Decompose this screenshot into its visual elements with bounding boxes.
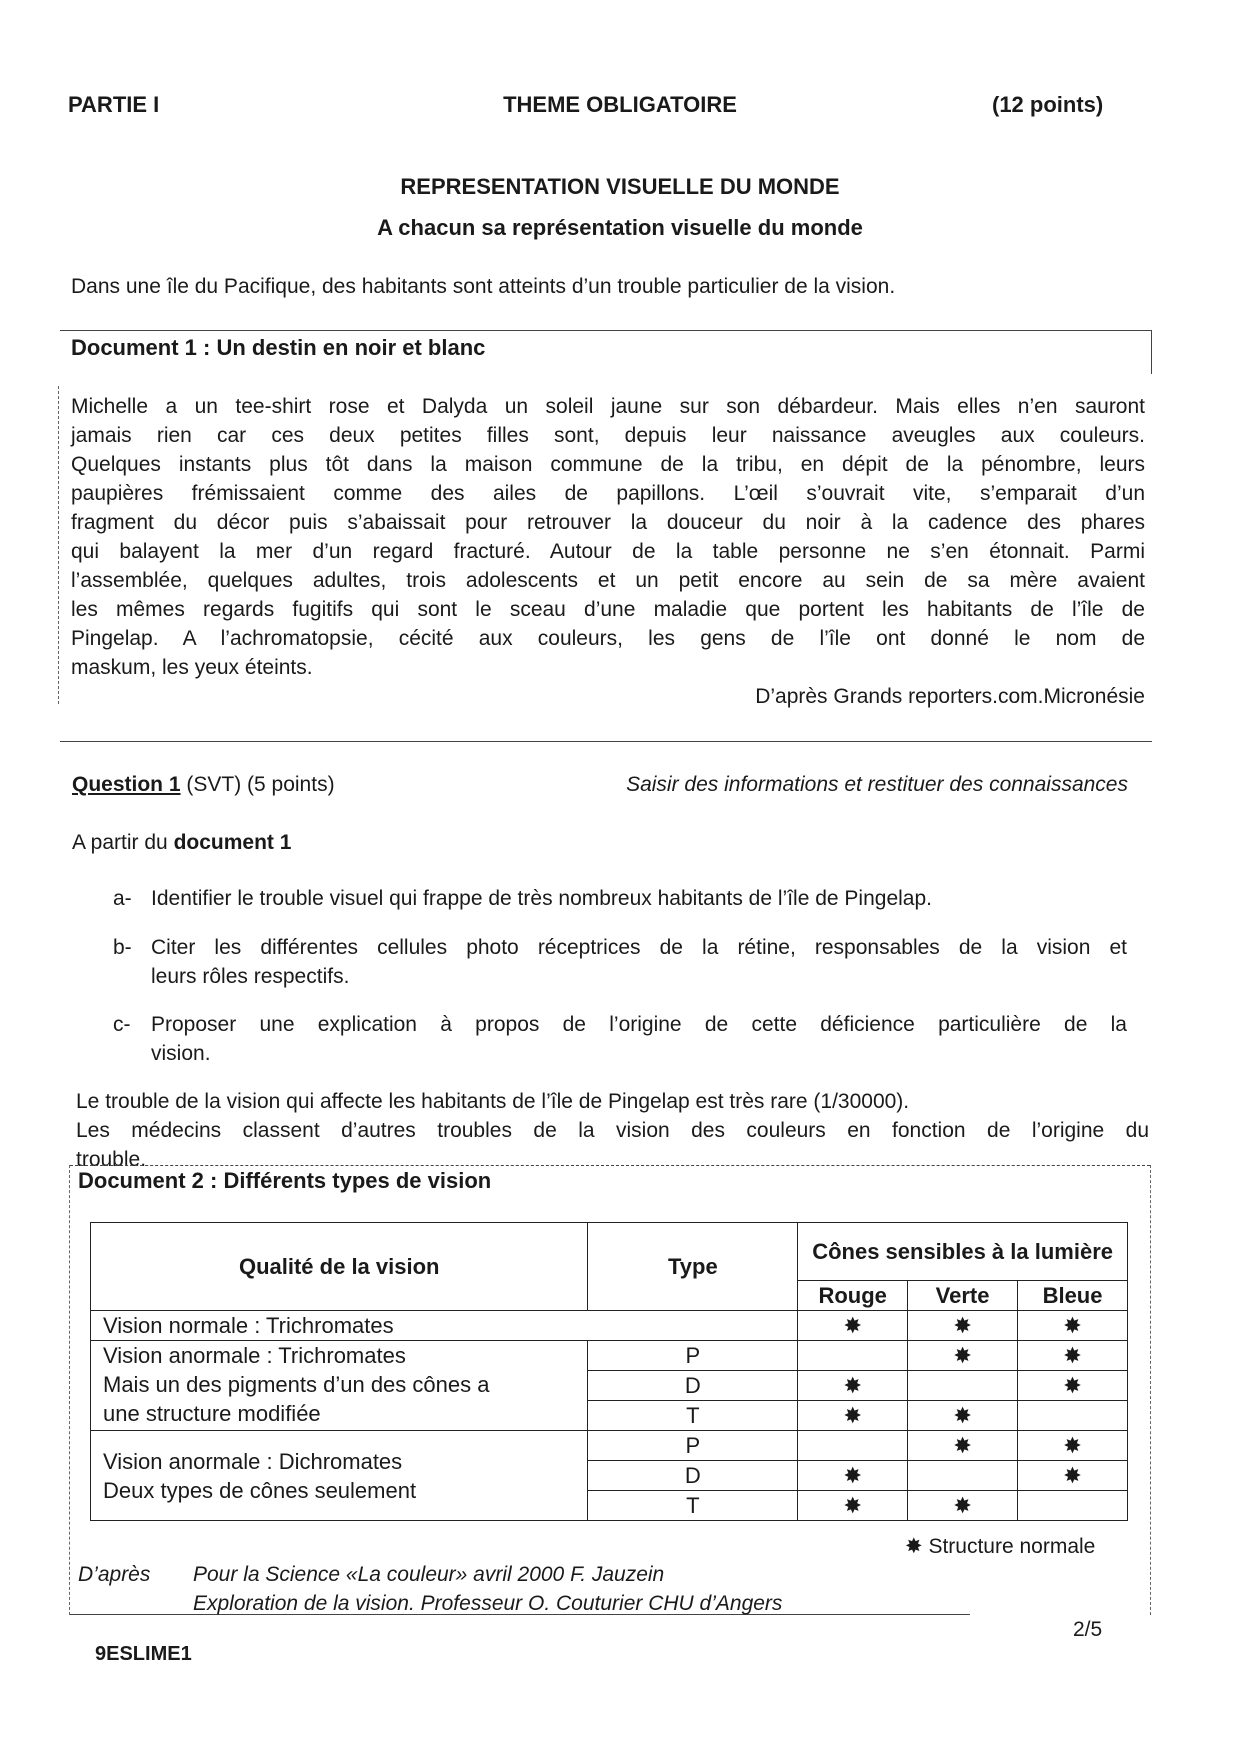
q1-item-line: Proposer une explication à propos de l’origine de cette déficience particulière de la: [151, 1013, 1127, 1036]
question1-label: Question 1: [72, 773, 181, 796]
cell-type: P: [588, 1341, 798, 1371]
transition-line: trouble.: [76, 1148, 147, 1171]
normal-structure-dot-icon: ✸: [1063, 1432, 1082, 1458]
legend-text: Structure normale: [928, 1535, 1096, 1558]
doc2-right-border: [1150, 1165, 1151, 1615]
header-cones: Cônes sensibles à la lumière: [798, 1223, 1128, 1281]
legend-dot-icon: ✸: [905, 1535, 923, 1558]
normal-structure-dot-icon: ✸: [1063, 1342, 1082, 1368]
document-code: 9ESLIME1: [95, 1643, 192, 1665]
cell-red: [798, 1461, 908, 1491]
cell-blue: [1018, 1401, 1128, 1431]
cell-type: T: [588, 1491, 798, 1521]
question1-meta: (SVT) (5 points): [180, 773, 335, 796]
cell-blue: [1018, 1491, 1128, 1521]
q1-item-b-letter: b-: [113, 936, 132, 959]
cell-blue: [1018, 1461, 1128, 1491]
cell-green: [908, 1311, 1018, 1341]
doc1-line: l’assemblée, quelques adultes, trois adolescents et un petit encore au sein de sa mère avaient: [71, 569, 1145, 592]
doc1-top-border: [60, 330, 1152, 331]
normal-structure-dot-icon: ✸: [953, 1342, 972, 1368]
cell-green: [908, 1491, 1018, 1521]
normal-structure-dot-icon: ✸: [1063, 1372, 1082, 1398]
page-number: 2/5: [1073, 1618, 1103, 1641]
cell-type: D: [588, 1461, 798, 1491]
table-row: [91, 1431, 1128, 1461]
question1-skill: Saisir des informations et restituer des connaissances: [626, 773, 1128, 796]
doc1-line: paupières frémissaient comme des ailes de papillons. L’œil s’ouvrait vite, s’emparait d’un: [71, 482, 1145, 505]
cell-blue: [1018, 1341, 1128, 1371]
cell-red: [798, 1311, 908, 1341]
doc1-line: fragment du décor puis s’abaissait pour retrouver la douceur du noir à la cadence des phares: [71, 511, 1145, 534]
doc1-line: les mêmes regards fugitifs qui sont le sceau d’une maladie que portent les habitants de l’île de: [71, 598, 1145, 621]
normal-structure-dot-icon: ✸: [843, 1402, 862, 1428]
q1-item-line: leurs rôles respectifs.: [151, 965, 350, 988]
cell-green: [908, 1401, 1018, 1431]
cell-red: [798, 1491, 908, 1521]
transition-line: Les médecins classent d’autres troubles de la vision des couleurs en fonction de l’origine du: [76, 1119, 1149, 1142]
from-prefix: A partir du: [72, 831, 174, 854]
cell-green: [908, 1371, 1018, 1401]
doc1-line: maskum, les yeux éteints.: [71, 656, 313, 679]
cell-green: [908, 1431, 1018, 1461]
doc1-left-border: [58, 386, 59, 704]
header-quality: Qualité de la vision: [91, 1223, 588, 1311]
question1-from: [72, 828, 291, 857]
header-red: Rouge: [798, 1281, 908, 1311]
doc1-source: D’après Grands reporters.com.Micronésie: [755, 685, 1145, 708]
cell-red: [798, 1371, 908, 1401]
normal-structure-dot-icon: ✸: [843, 1372, 862, 1398]
doc2-source-prefix: D’après: [78, 1563, 151, 1586]
doc1-bottom-border: [60, 741, 1152, 742]
q1-item-a: [151, 884, 1127, 913]
doc2-top-border: [70, 1165, 1150, 1166]
table-row: [91, 1341, 1128, 1371]
header-green: Verte: [908, 1281, 1018, 1311]
cell-blue: [1018, 1431, 1128, 1461]
q1-item-line: vision.: [151, 1042, 211, 1065]
cell-red: [798, 1401, 908, 1431]
page-subtitle: A chacun sa représentation visuelle du monde: [377, 215, 863, 240]
doc1-text: [71, 392, 1145, 711]
q1-item-b: [151, 933, 1127, 991]
normal-structure-dot-icon: ✸: [953, 1402, 972, 1428]
group-dichromates: [91, 1431, 588, 1521]
cell-type: T: [588, 1401, 798, 1431]
intro-text: Dans une île du Pacifique, des habitants sont atteints d’un trouble particulier de la vision.: [71, 275, 896, 298]
table-row: [91, 1311, 1128, 1341]
vision-types-table: [90, 1222, 1128, 1521]
normal-structure-dot-icon: ✸: [953, 1432, 972, 1458]
cell-type: D: [588, 1371, 798, 1401]
normal-structure-dot-icon: ✸: [1063, 1312, 1082, 1338]
normal-structure-dot-icon: ✸: [953, 1492, 972, 1518]
q1-item-c: [151, 1010, 1127, 1068]
doc2-source-line2: Exploration de la vision. Professeur O. Couturier CHU d’Angers: [193, 1592, 783, 1615]
normal-structure-dot-icon: ✸: [843, 1492, 862, 1518]
normal-structure-dot-icon: ✸: [843, 1312, 862, 1338]
table-legend: [905, 1532, 1095, 1561]
group-anomalous-trichromates: [91, 1341, 588, 1431]
group-line: Deux types de cônes seulement: [103, 1477, 417, 1503]
cell-green: [908, 1341, 1018, 1371]
header-blue: Bleue: [1018, 1281, 1128, 1311]
q1-item-c-letter: c-: [113, 1013, 131, 1036]
cell-red: [798, 1341, 908, 1371]
doc1-line: qui balayent la mer d’un regard fracturé. Autour de la table personne ne s’en étonnait. Parmi: [71, 540, 1145, 563]
doc2-title: Document 2 : Différents types de vision: [78, 1168, 492, 1193]
group-line: Mais un des pigments d’un des cônes a: [103, 1372, 490, 1397]
doc1-right-border: [1151, 330, 1152, 374]
header-partie: PARTIE I: [68, 92, 160, 117]
group-line: Vision anormale : Dichromates: [103, 1448, 403, 1474]
doc2-source-line1: Pour la Science «La couleur» avril 2000 F. Jauzein: [193, 1563, 665, 1586]
header-theme: THEME OBLIGATOIRE: [503, 92, 737, 117]
cell-blue: [1018, 1371, 1128, 1401]
transition-line: Le trouble de la vision qui affecte les habitants de l’île de Pingelap est très rare (1/30000).: [76, 1090, 910, 1113]
doc1-line: Michelle a un tee-shirt rose et Dalyda un soleil jaune sur son débardeur. Mais elles n’en sauront: [71, 395, 1145, 418]
doc1-line: Pingelap. A l’achromatopsie, cécité aux couleurs, les gens de l’île ont donné le nom de: [71, 627, 1145, 650]
from-doc: document 1: [173, 831, 292, 854]
normal-structure-dot-icon: ✸: [843, 1462, 862, 1488]
group-normal: Vision normale : Trichromates: [91, 1311, 798, 1341]
cell-blue: [1018, 1311, 1128, 1341]
normal-structure-dot-icon: ✸: [953, 1312, 972, 1338]
header-type: Type: [588, 1223, 798, 1311]
doc1-title: Document 1 : Un destin en noir et blanc: [71, 335, 486, 360]
doc1-line: Quelques instants plus tôt dans la maison commune de la tribu, en dépit de la pénombre, leurs: [71, 453, 1145, 476]
cell-type: P: [588, 1431, 798, 1461]
transition-text: [76, 1087, 1149, 1174]
normal-structure-dot-icon: ✸: [1063, 1462, 1082, 1488]
header-points: (12 points): [992, 92, 1104, 117]
q1-item-line: Citer les différentes cellules photo réceptrices de la rétine, responsables de la vision et: [151, 936, 1127, 959]
group-line: une structure modifiée: [103, 1401, 321, 1426]
doc1-line: jamais rien car ces deux petites filles sont, depuis leur naissance aveugles aux couleurs.: [71, 424, 1145, 447]
group-line: Vision anormale : Trichromates: [103, 1343, 406, 1368]
question1-heading: [72, 770, 335, 799]
page-title: REPRESENTATION VISUELLE DU MONDE: [400, 174, 840, 199]
doc2-left-border: [69, 1165, 70, 1615]
q1-item-a-letter: a-: [113, 887, 132, 910]
q1-item-line: Identifier le trouble visuel qui frappe de très nombreux habitants de l’île de Pingelap.: [151, 887, 932, 910]
cell-green: [908, 1461, 1018, 1491]
cell-red: [798, 1431, 908, 1461]
